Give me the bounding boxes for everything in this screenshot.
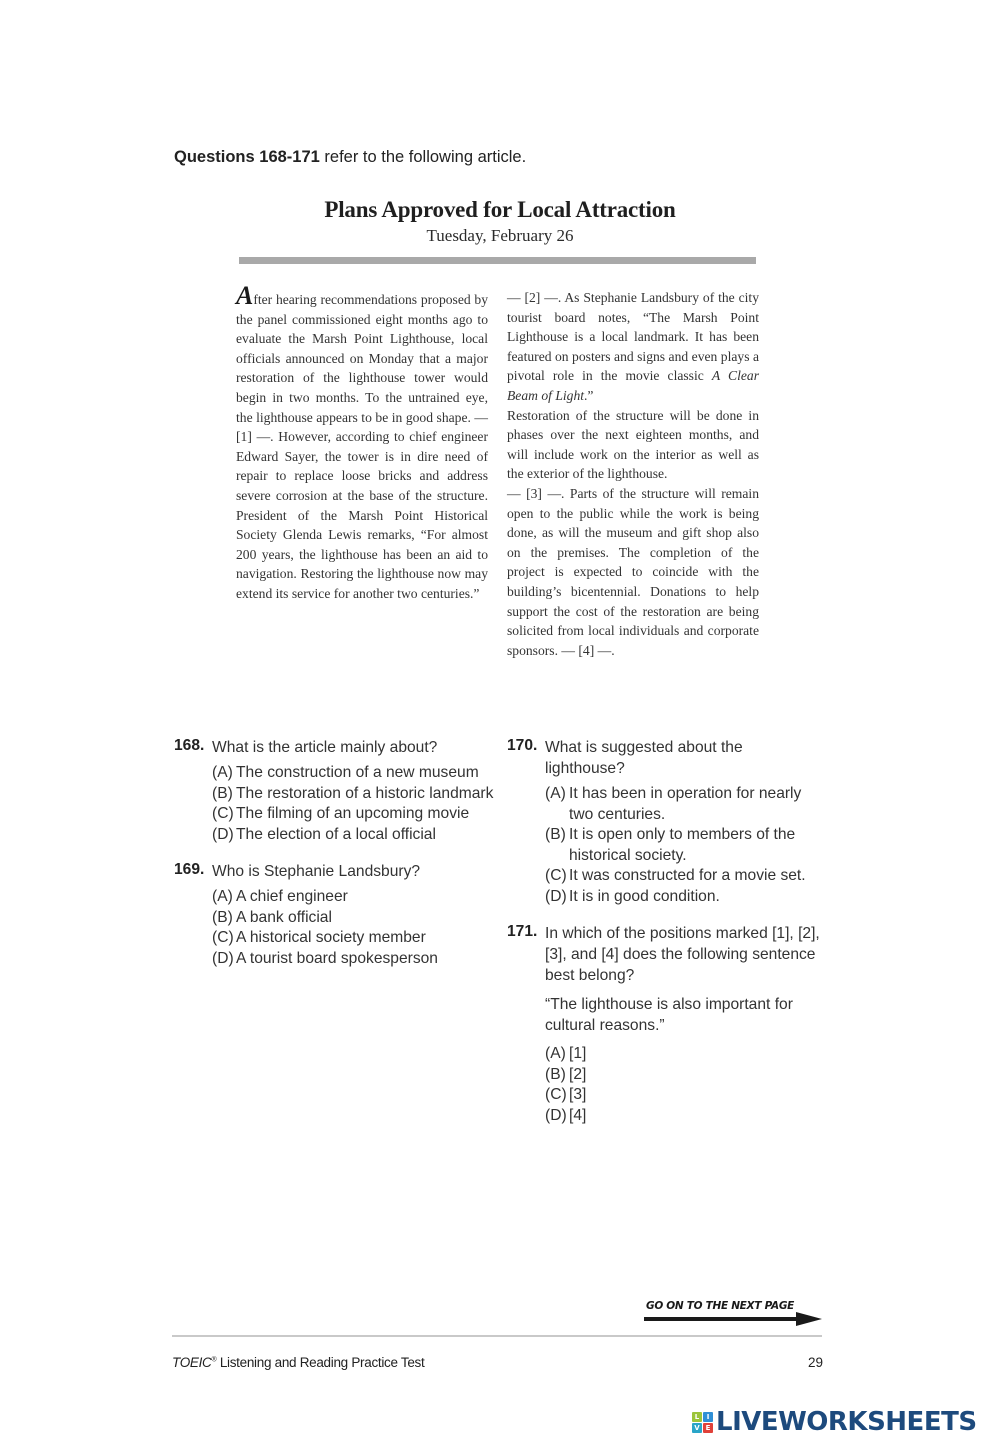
option-label: (A) (212, 764, 233, 781)
question-169 (174, 861, 504, 969)
option-a[interactable] (212, 763, 504, 784)
article-paragraph-1 (236, 281, 488, 604)
questions-left-column (174, 737, 504, 981)
option-label: (D) (545, 887, 567, 905)
article-date: Tuesday, February 26 (426, 226, 574, 245)
option-label: (D) (212, 825, 234, 843)
option-label: (C) (545, 1086, 567, 1103)
option-text: A bank official (236, 908, 332, 926)
option-b[interactable] (212, 908, 504, 929)
option-text: The election of a local official (236, 825, 436, 843)
option-b[interactable] (545, 1065, 827, 1086)
option-text: The restoration of a historic landmark (236, 784, 494, 802)
test-name: Listening and Reading Practice Test (216, 1355, 425, 1370)
intro-text: refer to the following article. (319, 148, 527, 166)
option-label: (A) (545, 1045, 566, 1062)
option-text: It is open only to members of the historical society. (569, 826, 796, 864)
option-text: A chief engineer (236, 888, 348, 905)
question-text: What is suggested about the lighthouse? (545, 739, 743, 777)
target-sentence: “The lighthouse is also important for cultural reasons.” (545, 996, 793, 1034)
option-label: (D) (545, 1106, 567, 1124)
article-paragraph-3: Restoration of the structure will be done in phases over the next eighteen months, and will include work on the interior as well as the exterior of the lighthouse. (507, 407, 759, 482)
option-label: (C) (545, 867, 567, 884)
option-d[interactable] (212, 825, 504, 846)
option-d[interactable] (545, 887, 827, 908)
option-label: (B) (545, 1065, 566, 1083)
logo-tile: E (703, 1423, 713, 1433)
logo-tiles-icon (692, 1412, 713, 1433)
option-b[interactable] (545, 825, 827, 866)
option-c[interactable] (212, 804, 504, 825)
option-text: A historical society member (236, 929, 426, 946)
question-number: 168. (174, 737, 205, 754)
option-a[interactable] (545, 784, 827, 825)
option-label: (C) (212, 805, 234, 822)
footer-divider (172, 1335, 822, 1337)
footer-test-title (172, 1355, 424, 1370)
article-text: .” (584, 387, 594, 403)
article-paragraph-4: — [3] —. Parts of the structure will remain open to the public while the work is being done, as will the museum and gift shop also on the premises. The completion of the project is expected to coincide with the building’s bicentennial. Donations to help support the cost of the restoration are being solicited from local individuals and corporate sponsors. — [4] —. (507, 485, 759, 658)
option-label: (B) (212, 908, 233, 926)
option-a[interactable] (212, 887, 504, 908)
option-d[interactable] (212, 949, 504, 970)
option-text: [4] (569, 1106, 587, 1124)
option-label: (B) (212, 784, 233, 802)
option-a[interactable] (545, 1044, 827, 1065)
option-text: It was constructed for a movie set. (569, 867, 806, 884)
article-divider (239, 257, 756, 264)
article-title: Plans Approved for Local Attraction (324, 197, 676, 222)
article-paragraph-2 (507, 288, 759, 406)
answer-options (545, 1044, 827, 1126)
intro-question-range: Questions 168-171 (174, 148, 320, 166)
question-number: 169. (174, 861, 205, 878)
movie-title: A Clear Beam of Light (507, 368, 759, 403)
question-number: 170. (507, 737, 538, 754)
test-brand: TOEIC (172, 1355, 212, 1370)
answer-options (212, 887, 504, 969)
option-d[interactable] (545, 1106, 827, 1127)
option-label: (A) (212, 888, 233, 905)
liveworksheets-logo (692, 1407, 977, 1437)
registered-mark: ® (211, 1356, 217, 1364)
logo-tile: V (692, 1423, 702, 1433)
right-arrow-icon (644, 1311, 824, 1327)
page-number: 29 (808, 1355, 824, 1370)
option-c[interactable] (545, 1085, 827, 1106)
next-page-label: GO ON TO THE NEXT PAGE (646, 1300, 795, 1312)
option-text: [2] (569, 1065, 587, 1083)
answer-options (545, 784, 827, 907)
option-c[interactable] (212, 928, 504, 949)
option-text: A tourist board spokesperson (236, 949, 438, 967)
option-label: (D) (212, 949, 234, 967)
article-left-text: fter hearing recommendations proposed by the panel commissioned eight months ago to evaluate the Marsh Point Lighthouse, local officials announced on Monday that a major restoration of the lighthouse tower would begin in two months. To the untrained eye, the lighthouse appears to be in good shape. — [1] —. However, according to chief engineer Edward Sayer, the tower is in dire need of repair to replace loose bricks and address severe corrosion at the base of the structure. President of the Marsh Point Historical Society Glenda Lewis remarks, “For almost 200 years, the lighthouse has been an aid to navigation. Restoring the lighthouse now may extend its service for another two centuries.” (236, 292, 488, 601)
option-label: (A) (545, 785, 566, 802)
option-text: [1] (569, 1045, 587, 1062)
question-text: In which of the positions marked [1], [2], [3], and [4] does the following sentence best belong? (545, 925, 820, 984)
questions-right-column (507, 737, 827, 1138)
option-c[interactable] (545, 866, 827, 887)
option-text: It is in good condition. (569, 887, 720, 905)
drop-cap: A (236, 281, 254, 310)
option-text: [3] (569, 1086, 587, 1103)
article-right-column (507, 288, 759, 660)
option-text: It has been in operation for nearly two centuries. (569, 785, 802, 823)
question-text: Who is Stephanie Landsbury? (212, 863, 421, 880)
question-number: 171. (507, 923, 538, 940)
article-text: — [2] —. As Stephanie Landsbury of the city tourist board notes, “The Marsh Point Lighthouse is a local landmark. It has been featured on posters and signs and even plays a pivotal role in the movie classic (507, 290, 759, 384)
question-171 (507, 923, 827, 1126)
questions-intro (174, 148, 526, 167)
question-170 (507, 737, 827, 907)
option-text: The filming of an upcoming movie (236, 805, 470, 822)
option-b[interactable] (212, 784, 504, 805)
question-text: What is the article mainly about? (212, 739, 438, 756)
logo-text: LIVEWORKSHEETS (716, 1407, 977, 1437)
answer-options (212, 763, 504, 845)
option-text: The construction of a new museum (236, 764, 479, 781)
question-168 (174, 737, 504, 845)
option-label: (C) (212, 929, 234, 946)
logo-tile: L (692, 1412, 702, 1422)
logo-tile: I (703, 1412, 713, 1422)
option-label: (B) (545, 826, 566, 843)
article-left-column (236, 281, 488, 604)
